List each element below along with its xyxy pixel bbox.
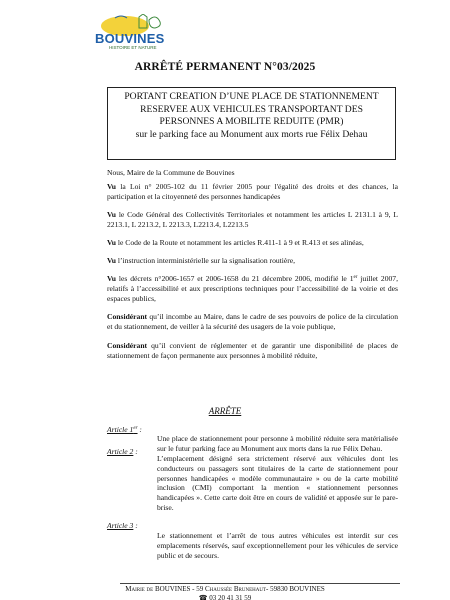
preamble-intro: Nous, Maire de la Commune de Bouvines xyxy=(107,168,235,177)
document-title: ARRÊTÉ PERMANENT N°03/2025 xyxy=(134,61,316,73)
footer-address: Mairie de BOUVINES - 59 Chaussée Brunehaut- 59830 BOUVINES xyxy=(125,585,325,593)
vu-instruction xyxy=(107,256,398,266)
article-3-label xyxy=(107,521,138,530)
article-label-colon: : xyxy=(137,425,142,434)
article-1-label xyxy=(107,425,142,434)
considerant-text: qu’il incombe au Maire, dans le cadre de ses pouvoirs de police de la circulation et du stationnement, de veiller à la sécurité des usagers de la voie publique, xyxy=(107,312,398,331)
article-2-text: L’emplacement désigné sera strictement réservé aux véhicules dont les conducteurs ou passagers sont titulaires de la carte de stationnement pour personnes handicapées « modèle communautaire » ou de la carte mobilité inclusion (CMI) comportant la mention « stationnement personnes handicapées ». Cette carte doit être en cours de validité et apposée sur le pare-brise. xyxy=(157,454,398,512)
vu-text-cont: juillet 2007, relatifs à l’accessibilité et aux prescriptions techniques pour l’accessibilité de la voirie et des espaces publics, xyxy=(107,274,398,303)
vu-decrets xyxy=(107,273,398,303)
vu-lead: Vu xyxy=(107,210,117,219)
object-box xyxy=(107,87,396,160)
considerant-pmr xyxy=(107,341,398,361)
object-line-1: PORTANT CREATION D’UNE PLACE DE STATIONNEMENT xyxy=(124,91,379,102)
article-3-text: Le stationnement et l’arrêt de tous autres véhicules est interdit sur ces emplacements réservés, sauf exceptionnellement pour les véhicules de service public et de secours. xyxy=(157,531,398,560)
footer-divider xyxy=(120,583,400,584)
vu-code-route xyxy=(107,238,398,248)
article-label-colon: : xyxy=(133,447,138,456)
vu-text: le Code de la Route et notamment les articles R.411-1 à 9 et R.413 et ses alinéas, xyxy=(116,238,364,247)
footer xyxy=(0,585,450,600)
article-label-text: Article 3 xyxy=(107,521,134,530)
vu-cgct xyxy=(107,210,398,230)
logo-name: BOUVINES xyxy=(95,31,165,46)
vu-text: les décrets n°2006-1657 et 2006-1658 du 21 décembre 2006, modifié le 1 xyxy=(116,274,354,283)
vu-text: la Loi n° 2005-102 du 11 février 2005 pour l'égalité des droits et des chances, la participation et la citoyenneté des personnes handicapées xyxy=(107,182,398,201)
considerant-police xyxy=(107,312,398,332)
vu-superscript: er xyxy=(353,275,358,280)
vu-text: l’instruction interministérielle sur la signalisation routière, xyxy=(116,256,296,265)
vu-text: le Code Général des Collectivités Territoriales et notamment les articles L 2131.1 à 9, L 2213.1, L 2213.2, L 2213.3, L2213.4, L2213.5 xyxy=(107,210,398,229)
vu-lead: Vu xyxy=(107,274,117,283)
object-line-4: sur le parking face au Monument aux morts rue Félix Dehau xyxy=(135,128,368,140)
considerant-text: qu’il convient de réglementer et de garantir une disponibilité de places de stationnement de façon permanente aux personnes à mobilité réduite, xyxy=(107,341,398,360)
bouvines-logo xyxy=(95,14,175,52)
arrete-heading: ARRÊTE xyxy=(208,406,242,416)
vu-lead: Vu xyxy=(107,238,117,247)
article-label-text: Article 1 xyxy=(107,425,134,434)
vu-lead: Vu xyxy=(107,182,117,191)
considerant-lead: Considérant xyxy=(107,341,148,350)
object-line-3: PERSONNES A MOBILITE REDUITE (PMR) xyxy=(159,116,344,128)
footer-phone: ☎ 03 20 41 31 59 xyxy=(198,594,252,600)
article-2-label xyxy=(107,447,138,456)
logo-tagline: HISTOIRE ET NATURE xyxy=(109,45,157,50)
article-label-colon: : xyxy=(133,521,138,530)
article-1-text: Une place de stationnement pour personne à mobilité réduite sera matérialisée sur le futur parking face au Monument aux morts dans la rue Félix Dehau. xyxy=(157,434,398,453)
considerant-lead: Considérant xyxy=(107,312,148,321)
object-line-2: RESERVEE AUX VEHICULES TRANSPORTANT DES xyxy=(140,103,363,115)
article-label-sup: er xyxy=(133,426,138,431)
vu-loi-2005 xyxy=(107,182,398,202)
vu-lead: Vu xyxy=(107,256,117,265)
article-label-text: Article 2 xyxy=(107,447,134,456)
